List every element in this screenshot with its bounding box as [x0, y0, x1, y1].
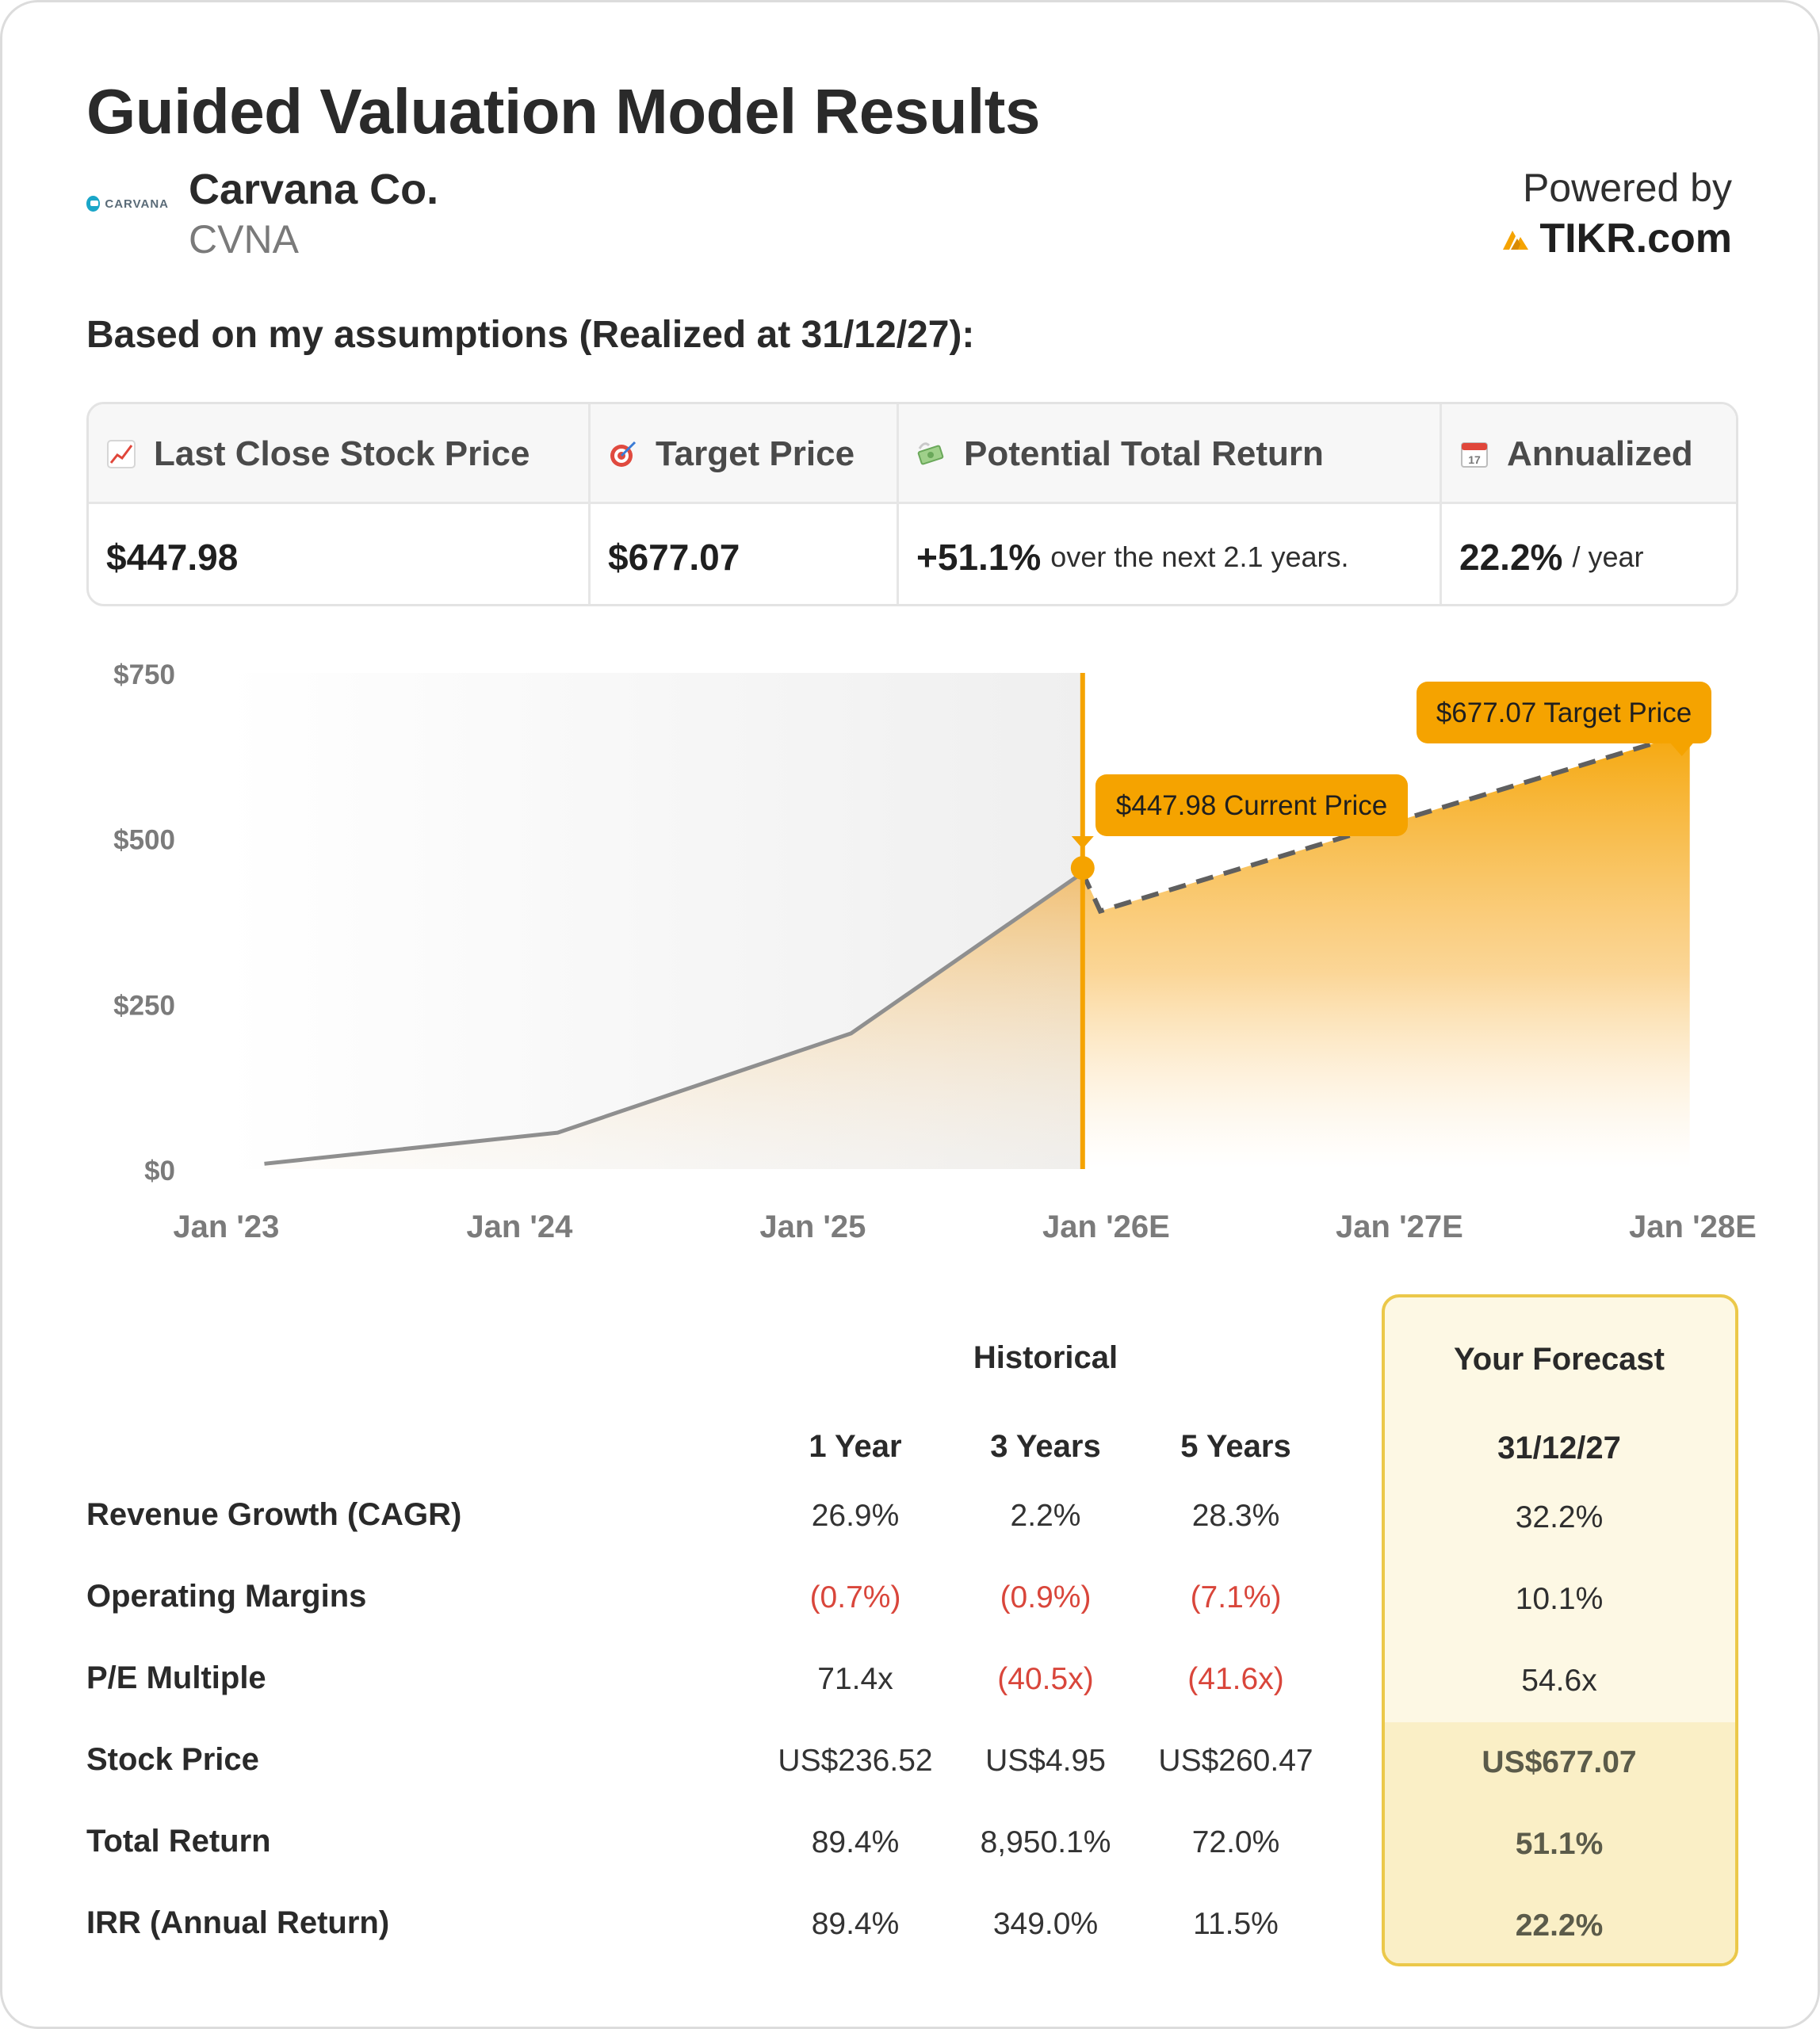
table-cell: (0.9%) [1000, 1580, 1092, 1614]
y-tick-label: $500 [113, 824, 175, 856]
table-cell: US$236.52 [778, 1744, 933, 1778]
row-label: Stock Price [86, 1742, 259, 1777]
table-cell: 89.4% [811, 1907, 900, 1941]
row-label: Operating Margins [86, 1579, 367, 1614]
target-icon [608, 439, 638, 469]
return-value: +51.1% [916, 537, 1042, 578]
table-cell: 8,950.1% [980, 1825, 1111, 1859]
y-tick-label: $0 [144, 1156, 175, 1186]
table-cell: 349.0% [992, 1907, 1099, 1941]
calendar-icon [1459, 439, 1489, 469]
target-value-cell [608, 506, 740, 606]
col-header-forecast-date: 31/12/27 [1497, 1431, 1621, 1465]
annualized-header [1459, 404, 1693, 504]
last-close-value-cell [106, 506, 238, 606]
summary-col-return [899, 404, 1442, 604]
last-close-value: $447.98 [106, 537, 239, 578]
table-cell: 71.4x [817, 1662, 893, 1696]
company-name: Carvana Co. [189, 166, 439, 213]
table-cell: (7.1%) [1190, 1580, 1282, 1614]
return-value-cell [916, 506, 1349, 606]
table-cell: 28.3% [1191, 1499, 1280, 1533]
current-price-point [1071, 856, 1095, 880]
forecast-header: Your Forecast [1454, 1342, 1665, 1377]
col-header-1-year: 1 Year [809, 1429, 902, 1464]
target-value: $677.07 [608, 537, 740, 578]
page-title: Guided Valuation Model Results [86, 76, 1040, 147]
return-header [916, 404, 1324, 504]
forecast-cell: 54.6x [1521, 1664, 1597, 1698]
x-tick-label: Jan '23 [173, 1209, 280, 1244]
table-cell: US$4.95 [985, 1744, 1106, 1778]
tikr-brand-text: TIKR.com [1539, 216, 1732, 262]
x-tick-label: Jan '24 [466, 1209, 573, 1244]
forecast-cell: US$677.07 [1482, 1745, 1637, 1779]
current-price-callout-text: $447.98 Current Price [1115, 790, 1388, 821]
forecast-cell: 22.2% [1515, 1909, 1604, 1943]
last-close-header [106, 404, 530, 504]
target-label: Target Price [656, 434, 855, 473]
summary-table [86, 402, 1738, 606]
table-cell: 2.2% [1010, 1499, 1081, 1533]
table-cell: 11.5% [1193, 1907, 1279, 1941]
powered-by-label: Powered by [1522, 166, 1732, 210]
summary-col-target [591, 404, 899, 604]
row-label: Revenue Growth (CAGR) [86, 1497, 462, 1532]
price-chart [2, 636, 1820, 1271]
return-note: over the next 2.1 years. [1050, 541, 1349, 573]
tikr-brand[interactable] [1503, 215, 1732, 262]
target-price-callout-text: $677.07 Target Price [1436, 697, 1692, 728]
forecast-column-box [1382, 1294, 1738, 1966]
carvana-logo-icon [86, 196, 100, 212]
summary-col-annualized [1442, 404, 1738, 604]
x-tick-label: Jan '26E [1042, 1209, 1170, 1244]
row-label: Total Return [86, 1824, 271, 1859]
x-tick-label: Jan '28E [1629, 1209, 1757, 1244]
table-cell: 72.0% [1191, 1825, 1280, 1859]
annualized-label: Annualized [1507, 434, 1693, 473]
historical-header: Historical [973, 1340, 1118, 1375]
tikr-logo-icon [1503, 227, 1528, 250]
forecast-cell: 32.2% [1515, 1500, 1604, 1534]
forecast-cell: 10.1% [1515, 1582, 1604, 1616]
table-cell: (0.7%) [809, 1580, 901, 1614]
target-header [608, 404, 855, 504]
return-label: Potential Total Return [964, 434, 1324, 473]
row-label: P/E Multiple [86, 1660, 266, 1695]
table-cell: 26.9% [811, 1499, 900, 1533]
last-close-label: Last Close Stock Price [154, 434, 530, 473]
annualized-value-cell [1459, 506, 1643, 606]
svg-text:17: 17 [1468, 453, 1481, 466]
table-cell: (41.6x) [1187, 1662, 1284, 1696]
table-cell: US$260.47 [1158, 1744, 1313, 1778]
money-wings-icon [916, 439, 946, 469]
col-header-3-years: 3 Years [990, 1429, 1101, 1464]
table-cell: (40.5x) [997, 1662, 1094, 1696]
company-ticker: CVNA [189, 217, 299, 262]
annualized-value: 22.2% [1459, 537, 1563, 578]
company-logo [86, 193, 169, 215]
summary-col-last-close [89, 404, 591, 604]
x-tick-label: Jan '27E [1336, 1209, 1463, 1244]
chart-increasing-icon [106, 439, 136, 469]
col-header-5-years: 5 Years [1180, 1429, 1291, 1464]
logo-wordmark: CARVANA [105, 197, 169, 211]
x-tick-label: Jan '25 [759, 1209, 866, 1244]
assumptions-subtitle: Based on my assumptions (Realized at 31/12/27): [86, 314, 975, 356]
table-cell: 89.4% [811, 1825, 900, 1859]
annualized-note: / year [1572, 541, 1644, 573]
y-tick-label: $750 [113, 659, 175, 690]
row-label: IRR (Annual Return) [86, 1905, 390, 1940]
y-tick-label: $250 [113, 990, 175, 1022]
forecast-cell: 51.1% [1515, 1827, 1604, 1861]
